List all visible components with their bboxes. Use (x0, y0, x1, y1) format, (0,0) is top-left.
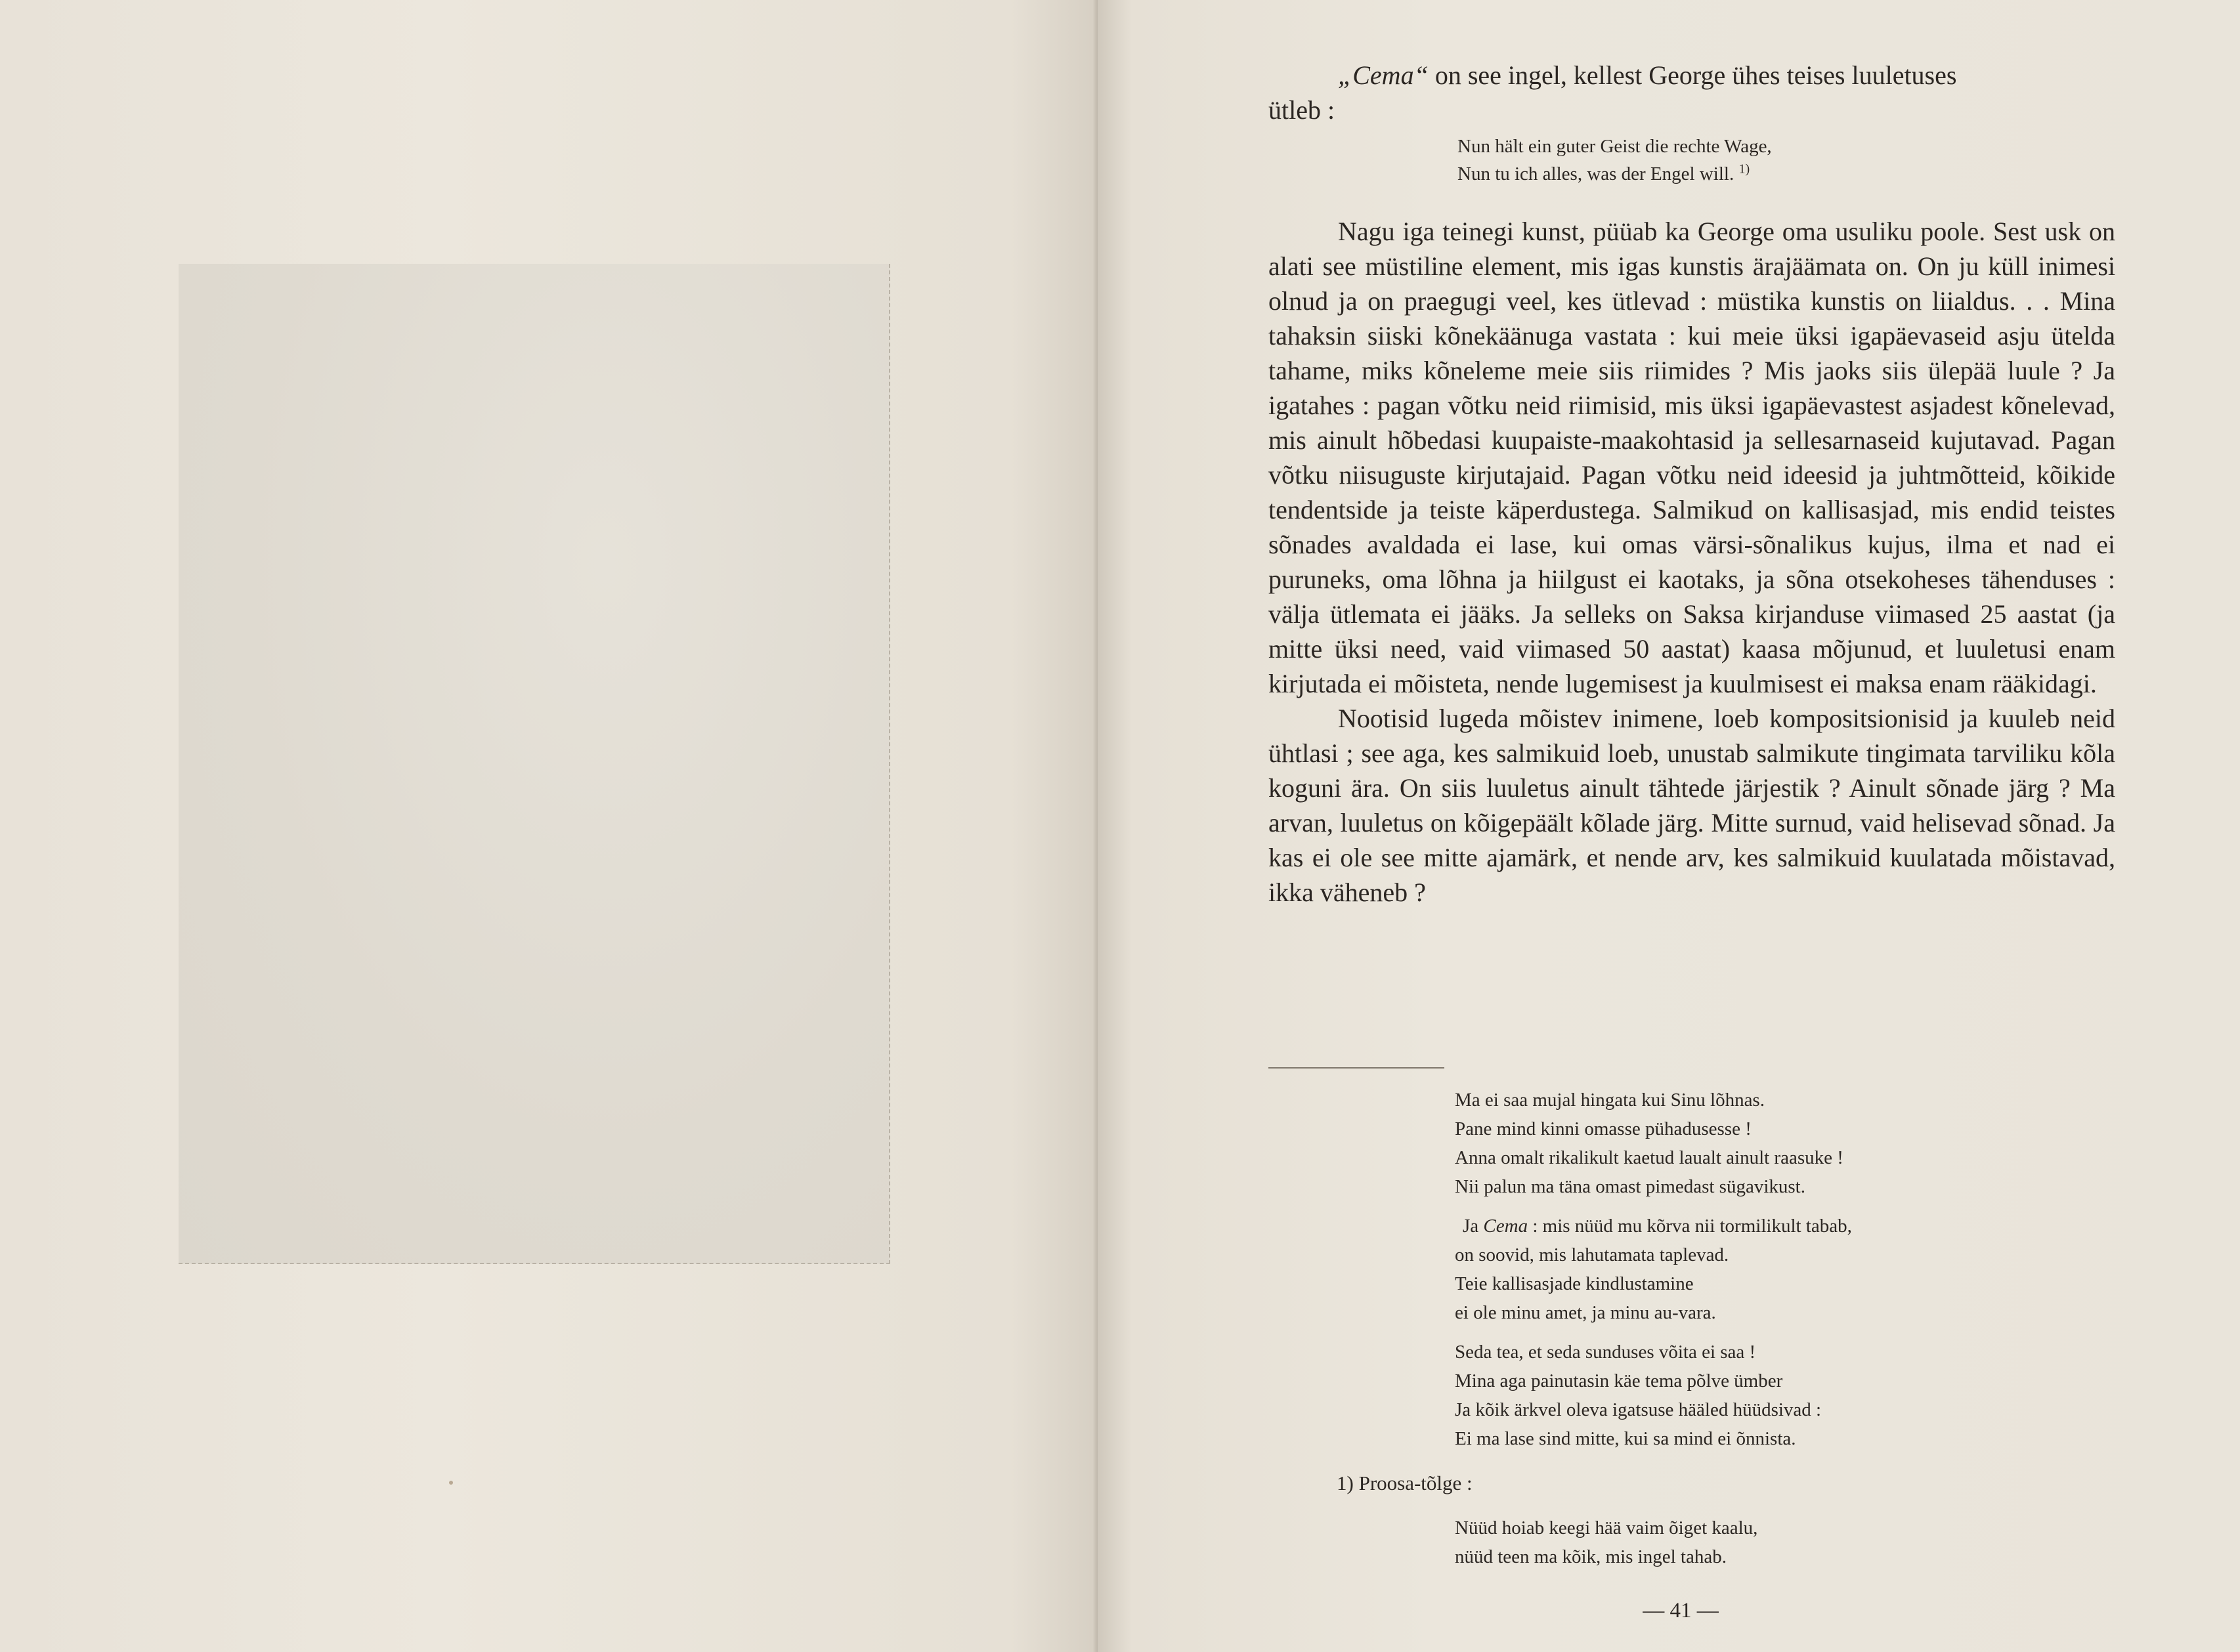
poem-stanza-1 (1455, 1086, 2085, 1201)
poem-stanza-3 (1455, 1338, 2085, 1453)
separator-rule (1268, 1067, 1444, 1069)
intro-line-rest: on see ingel, kellest George ühes teises luuletuses (1428, 60, 1957, 90)
page-number: — 41 — (1643, 1599, 1719, 1622)
blank-illustration-plate (179, 264, 890, 1264)
intro-line-2: ütleb : (1268, 95, 1335, 125)
footnote-label: 1) Proosa-tõlge : (1337, 1472, 1473, 1494)
poem-line: Ei ma lase sind mitte, kui sa mind ei õnnista. (1455, 1428, 1796, 1449)
german-quote-line-2: Nun tu ich alles, was der Engel will. $^{1)}$ (1457, 161, 1750, 184)
poem-line: Nii palun ma täna omast pimedast sügavikust. (1455, 1176, 1805, 1197)
intro-paragraph (1268, 58, 2115, 127)
poem-stanza-2 (1455, 1212, 2085, 1327)
poem-line: Mina aga painutasin käe tema põlve ümber (1455, 1370, 1783, 1391)
poem-line: Ja kõik ärkvel oleva igatsuse hääled hüüdsivad : (1455, 1399, 1822, 1420)
body-paragraph-1: Nagu iga teinegi kunst, püüab ka George oma usuliku poole. Sest usk on alati see müstiline element, mis igas kunstis ärajäämata on. On ju küll inimesi olnud ja on praegugi veel, kes ütlevad : müstika kunstis on liialdus. . . Mina tahaksin siiski kõnekäänuga vastata : kui meie üksi igapäevaseid asju ütelda tahame, miks kõneleme meie siis riimides ? Mis jaoks siis ülepää luule ? Ja igatahes : pagan võtku neid riimisid, mis üksi igapäevastest asjadest kõnelevad, mis ainult hõbedasi kuupaiste-maakohtasid ja sellesarnaseid kujutavad. Pagan võtku niisuguste kirjutajaid. Pagan võtku neid ideesid ja juhtmõtteid, kõikide tendentside ja teiste käperdustega. Salmikud on kallisasjad, mis endid teistes sõnades avaldada ei lase, kui omas värsi-sõnalikus kujus, ilma et nad ei puruneks, oma lõhna ja hiilgust ei kaotaks, ja sõna otsekoheses tähenduses : välja ütlemata ei jääks. Ja selleks on Saksa kirjanduse viimased 25 aastat (ja mitte üksi need, vaid viimased 50 aastat) kaasa mõjunud, et luuletusi enam kirjutada ei mõisteta, nende lugemisest ja kuulmisest ei maksa enam rääkidagi. (1268, 217, 2115, 698)
poem-line: Ma ei saa mujal hingata kui Sinu lõhnas. (1455, 1090, 1765, 1111)
paper-speck (449, 1481, 453, 1485)
body-paragraph-2: Nootisid lugeda mõistev inimene, loeb kompositsionisid ja kuuleb neid ühtlasi ; see aga, kes salmikuid loeb, unustab salmikute tingimata tarviliku kõla koguni ära. On siis luuletus ainult tähtede järjestik ? Ainult sõnade järg ? Ma arvan, luuletus on kõigepäält kõlade järg. Mitte surnud, vaid helisevad sõnad. Ja kas ei ole see mitte ajamärk, et nende arv, kes salmikuid kuulatada mõistavad, ikka väheneb ? (1268, 704, 2115, 907)
german-quote (1457, 133, 2115, 188)
main-text-column (1268, 58, 2115, 910)
footnote-line-1: Nüüd hoiab keegi hää vaim õiget kaalu, (1455, 1517, 1758, 1538)
poem-line: on soovid, mis lahutamata taplevad. (1455, 1244, 1729, 1265)
footnote-translation (1455, 1514, 2046, 1571)
left-page (0, 0, 1098, 1652)
cema-word: „Cema“ (1338, 60, 1429, 90)
poem-line: ei ole minu amet, ja minu au-vara. (1455, 1302, 1716, 1323)
footnote-line-2: nüüd teen ma kõik, mis ingel tahab. (1455, 1546, 1727, 1567)
poem-line: Seda tea, et seda sunduses võita ei saa ! (1455, 1342, 1756, 1363)
poem-block (1455, 1086, 2085, 1464)
poem-line: Teie kallisasjade kindlustamine (1455, 1273, 1694, 1294)
plate-surface (179, 264, 889, 1263)
poem-line: Pane mind kinni omasse pühadusesse ! (1455, 1118, 1752, 1139)
poem-line: Anna omalt rikalikult kaetud laualt ainult raasuke ! (1455, 1147, 1843, 1168)
poem-line: Ja Cema : mis nüüd mu kõrva nii tormilikult tabab, (1463, 1216, 1852, 1237)
cema-word: Cema (1483, 1216, 1528, 1237)
german-quote-line-1: Nun hält ein guter Geist die rechte Wage, (1457, 136, 1772, 157)
footnote-reference[interactable]: 1) (1738, 161, 1750, 177)
